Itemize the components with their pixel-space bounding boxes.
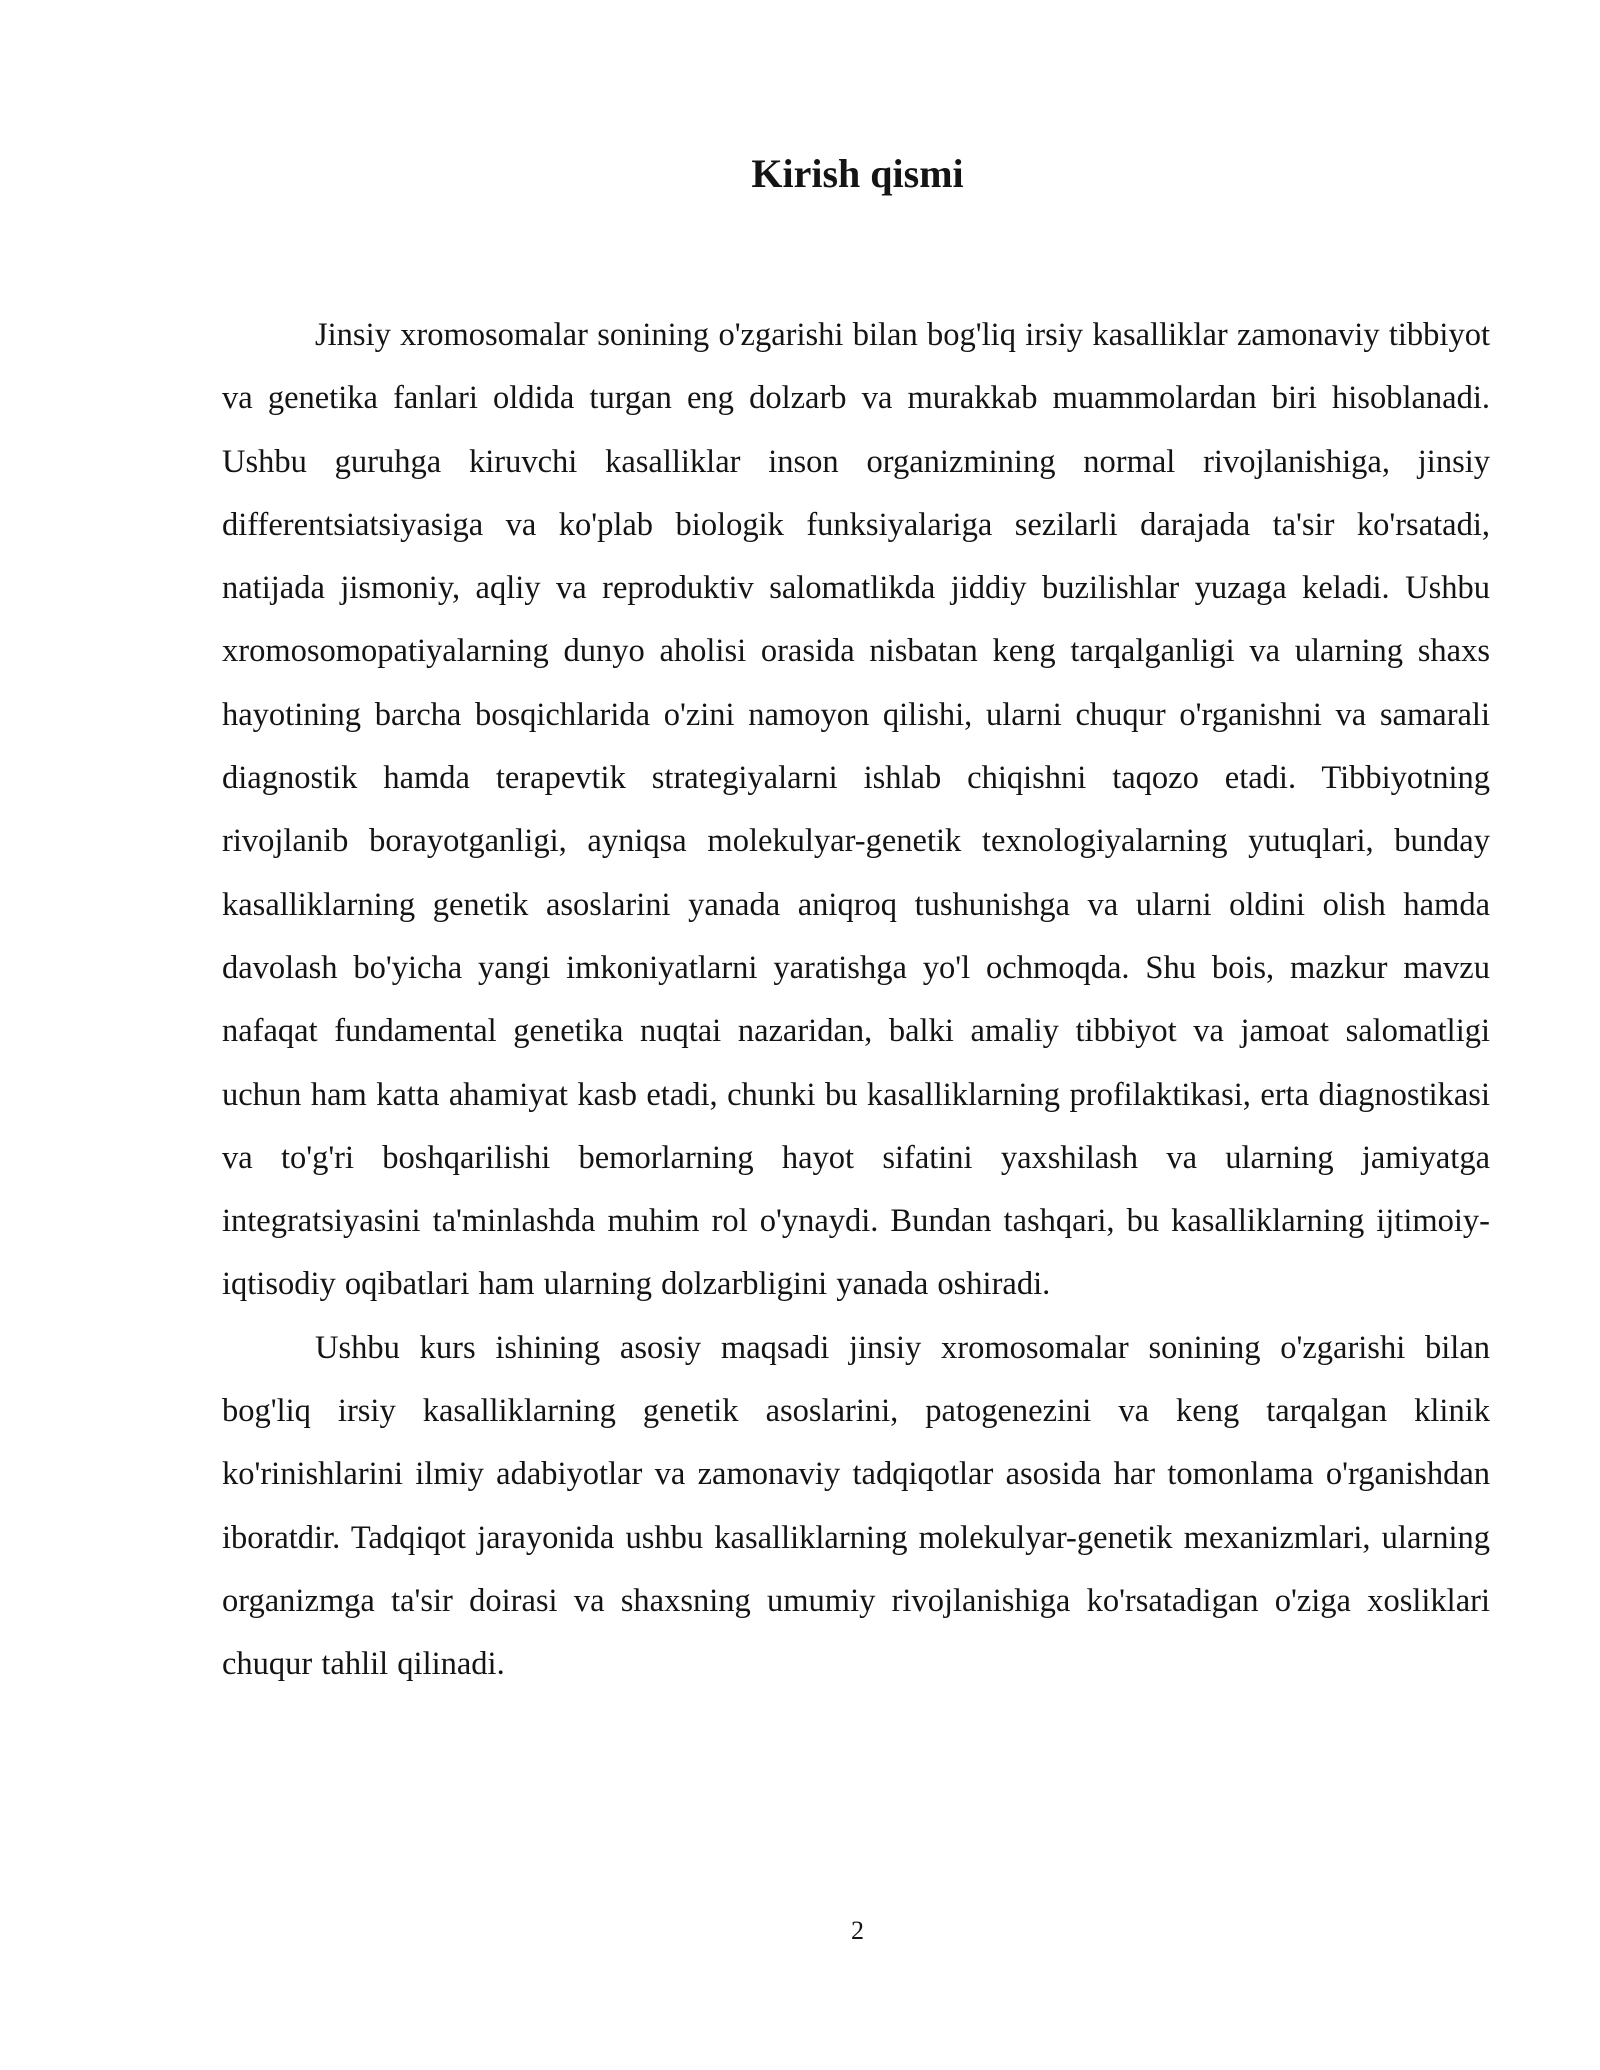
paragraph-2: Ushbu kurs ishining asosiy maqsadi jinsiy xromosomalar sonining o'zgarishi bilan bog'liq irsiy kasalliklarning genetik asoslarini, patogenezini va keng tarqalgan klinik ko'rinishlarini ilmiy adabiyotlar va zamonaviy tadqiqotlar asosida har tomonlama o'rganishdan iboratdir. Tadqiqot jarayonida ushbu kasalliklarning molekulyar-genetik mexanizmlari, ularning organizmga ta'sir doirasi va shaxsning umumiy rivojlanishiga ko'rsatadigan o'ziga xosliklari chuqur tahlil qilinadi. (222, 1329, 1490, 1683)
page-number: 2 (851, 1916, 864, 1945)
section-title: Kirish qismi (751, 151, 964, 196)
body-text (222, 304, 1490, 1697)
paragraph-1: Jinsiy xromosomalar sonining o'zgarishi bilan bog'liq irsiy kasalliklar zamonaviy tibbiyot va genetika fanlari oldida turgan eng dolzarb va murakkab muammolardan biri hisoblanadi. Ushbu guruhga kiruvchi kasalliklar inson organizmining normal rivojlanishiga, jinsiy differentsiatsiyasiga va ko'plab biologik funksiyalariga sezilarli darajada ta'sir ko'rsatadi, natijada jismoniy, aqliy va reproduktiv salomatlikda jiddiy buzilishlar yuzaga keladi. Ushbu xromosomopatiyalarning dunyo aholisi orasida nisbatan keng tarqalganligi va ularning shaxs hayotining barcha bosqichlarida o'zini namoyon qilishi, ularni chuqur o'rganishni va samarali diagnostik hamda terapevtik strategiyalarni ishlab chiqishni taqozo etadi. Tibbiyotning rivojlanib borayotganligi, ayniqsa molekulyar-genetik texnologiyalarning yutuqlari, bunday kasalliklarning genetik asoslarini yanada aniqroq tushunishga va ularni oldini olish hamda davolash bo'yicha yangi imkoniyatlarni yaratishga yo'l ochmoqda. Shu bois, mazkur mavzu nafaqat fundamental genetika nuqtai nazaridan, balki amaliy tibbiyot va jamoat salomatligi uchun ham katta ahamiyat kasb etadi, chunki bu kasalliklarning profilaktikasi, erta diagnostikasi va to'g'ri boshqarilishi bemorlarning hayot sifatini yaxshilash va ularning jamiyatga integratsiyasini ta'minlashda muhim rol o'ynaydi. Bundan tashqari, bu kasalliklarning ijtimoiy-iqtisodiy oqibatlari ham ularning dolzarbligini yanada oshiradi. (222, 317, 1490, 1303)
